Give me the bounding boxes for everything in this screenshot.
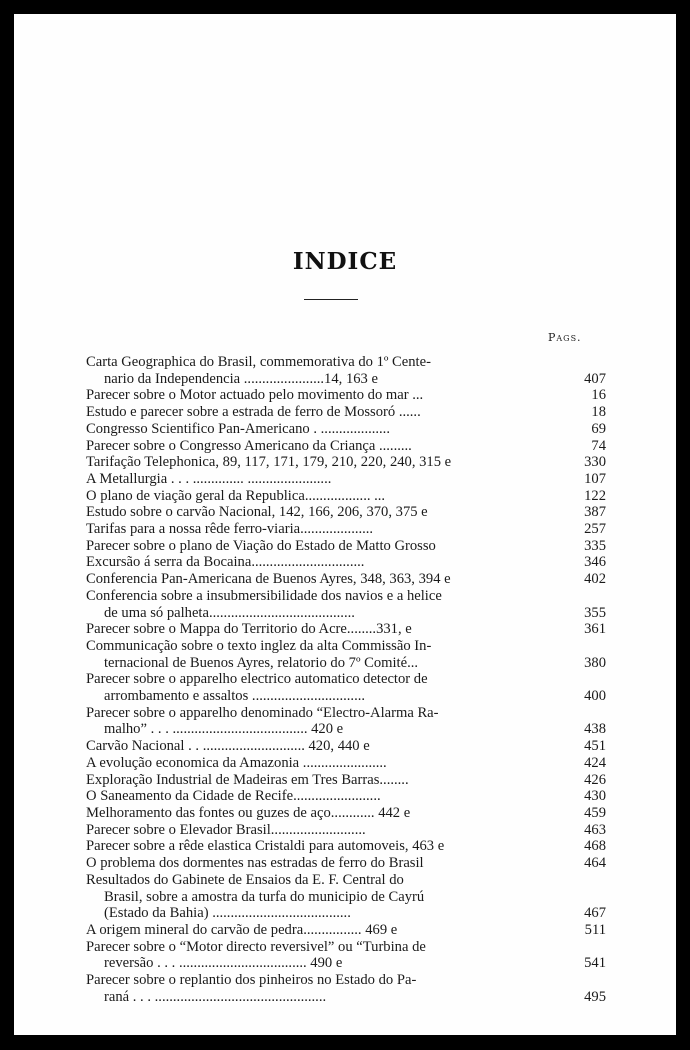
index-entry-text [86,471,548,488]
index-entry [86,872,606,922]
index-entry-text [86,772,548,789]
index-entry-text [86,671,548,704]
index-entry-line: reversão . . . ................................... 490 e [104,955,343,972]
index-entry-text [86,354,548,387]
index-entry-page: 387 [584,504,606,521]
index-entry [86,438,606,455]
index-entry [86,621,606,638]
index-entry-page: 468 [584,838,606,855]
index-entry [86,822,606,839]
index-entry-text [86,972,548,1005]
index-entry-page: 495 [584,988,606,1005]
index-entry-page: 16 [591,387,606,404]
index-entry-line: Carta Geographica do Brasil, commemorativa do 1º Cente- [86,354,431,370]
index-entries [86,354,606,1005]
index-entry-page: 463 [584,821,606,838]
index-entry-line: Parecer sobre o Mappa do Territorio do Acre........331, e [86,621,412,638]
index-entry-page: 122 [584,487,606,504]
index-entry-page: 107 [584,470,606,487]
index-entry-line: A origem mineral do carvão de pedra................ 469 e [86,921,398,938]
index-entry-line: nario da Independencia ......................14, 163 e [104,370,378,387]
index-entry-line: arrombamento e assaltos ............................... [104,688,366,705]
index-entry-line: Conferencia sobre a insubmersibilidade dos navios e a helice [86,587,442,604]
index-entry-line: malho” . . . ..................................... 420 e [104,721,344,738]
index-entry-line: Tarifas para a nossa rêde ferro-viaria.................... [86,521,374,538]
index-entry-line: Parecer sobre o Congresso Americano da Criança ......... [86,437,412,454]
index-entry-text [86,588,548,621]
page-title: INDICE [292,248,398,275]
index-entry-page: 426 [584,771,606,788]
index-entry-page: 511 [584,921,606,938]
index-entry-line: (Estado da Bahia) ...................................... [104,905,351,922]
index-entry [86,454,606,471]
index-entry-line: Parecer sobre o apparelho electrico automatico detector de [86,671,428,688]
index-entry-text [86,788,548,805]
index-entry [86,354,606,387]
title-divider [304,299,358,300]
index-entry-text [86,822,548,839]
index-entry-text [86,488,548,505]
index-entry-line: A evolução economica da Amazonia ....................... [86,754,387,771]
index-entry-text [86,638,548,671]
index-entry-line: Conferencia Pan-Americana de Buenos Ayres, 348, 363, 394 e [86,571,451,588]
index-entry [86,855,606,872]
index-entry-page: 257 [584,521,606,538]
index-entry [86,922,606,939]
index-entry-page: 361 [584,621,606,638]
index-entry [86,554,606,571]
index-entry-page: 451 [584,738,606,755]
index-entry-page: 69 [591,420,606,437]
index-entry-page: 430 [584,788,606,805]
index-entry-text [86,454,548,471]
index-entry-line: Estudo sobre o carvão Nacional, 142, 166, 206, 370, 375 e [86,504,428,521]
index-entry-page: 541 [584,955,606,972]
index-entry [86,755,606,772]
index-entry [86,521,606,538]
pages-column-header: Pags. [548,331,582,344]
index-entry-page: 438 [584,721,606,738]
index-entry-text [86,738,548,755]
index-entry-line: Carvão Nacional . . ............................ 420, 440 e [86,738,370,755]
index-entry-text [86,387,548,404]
index-entry-page: 400 [584,688,606,705]
index-entry-page: 18 [591,404,606,421]
index-entry-text [86,421,548,438]
index-entry [86,471,606,488]
index-entry-text [86,521,548,538]
index-entry [86,772,606,789]
index-entry-text [86,755,548,772]
index-entry [86,972,606,1005]
index-entry-page: 380 [584,654,606,671]
index-entry-line: O Saneamento da Cidade de Recife........................ [86,788,381,805]
index-entry-page: 330 [584,454,606,471]
index-entry [86,421,606,438]
index-entry-line: Parecer sobre a rêde elastica Cristaldi para automoveis, 463 e [86,838,445,855]
index-entry-text [86,872,548,922]
index-entry-text [86,571,548,588]
index-entry [86,738,606,755]
index-entry-text [86,504,548,521]
index-entry-line: O plano de viação geral da Republica.................. ... [86,487,386,504]
index-entry-page: 402 [584,571,606,588]
index-entry-text [86,705,548,738]
index-entry-page: 74 [591,437,606,454]
index-entry-text [86,404,548,421]
index-entry-page: 424 [584,754,606,771]
index-entry-text [86,838,548,855]
index-entry-line: Resultados do Gabinete de Ensaios da E. F. Central do [86,871,404,888]
index-entry [86,788,606,805]
index-entry [86,939,606,972]
index-entry-page: 355 [584,604,606,621]
index-entry-line: Estudo e parecer sobre a estrada de ferro de Mossoró ...... [86,404,421,421]
index-entry-text [86,855,548,872]
index-entry-line: Parecer sobre o Elevador Brasil.......................... [86,821,366,838]
index-entry-text [86,554,548,571]
index-entry [86,571,606,588]
index-entry-line: Parecer sobre o replantio dos pinheiros no Estado do Pa- [86,972,417,989]
index-entry [86,705,606,738]
index-entry-line: Exploração Industrial de Madeiras em Tres Barras........ [86,771,409,788]
index-entry-line: Communicação sobre o texto inglez da alta Commissão In- [86,637,432,654]
index-entry-page: 407 [584,370,606,387]
index-entry-page: 335 [584,537,606,554]
index-entry [86,588,606,621]
index-entry-text [86,438,548,455]
index-entry-line: Tarifação Telephonica, 89, 117, 171, 179, 210, 220, 240, 315 e [86,454,452,471]
index-entry-line: Parecer sobre o apparelho denominado “Electro-Alarma Ra- [86,704,439,721]
index-entry [86,404,606,421]
book-page [14,14,676,1035]
index-entry-line: Parecer sobre o Motor actuado pelo movimento do mar ... [86,387,424,404]
index-entry [86,805,606,822]
index-entry-page: 467 [584,905,606,922]
index-entry [86,838,606,855]
index-entry [86,538,606,555]
index-entry-line: Parecer sobre o “Motor directo reversivel” ou “Turbina de [86,938,426,955]
index-entry-text [86,805,548,822]
index-entry-text [86,621,548,638]
index-entry-page: 459 [584,804,606,821]
index-entry-line: Brasil, sobre a amostra da turfa do municipio de Cayrú [104,888,425,905]
index-entry-line: de uma só palheta........................................ [104,604,355,621]
index-entry [86,488,606,505]
index-entry-line: O problema dos dormentes nas estradas de ferro do Brasil [86,855,424,872]
index-entry-line: raná . . . ............................................... [104,988,327,1005]
index-entry-text [86,538,548,555]
index-entry-line: Congresso Scientifico Pan-Americano . ................... [86,420,390,437]
index-entry-text [86,922,548,939]
index-entry-line: ternacional de Buenos Ayres, relatorio do 7º Comité... [104,654,419,671]
index-entry-text [86,939,548,972]
index-entry-page: 346 [584,554,606,571]
index-entry-line: Melhoramento das fontes ou guzes de aço............ 442 e [86,804,411,821]
index-entry-line: A Metallurgia . . . .............. ....................... [86,470,332,487]
index-entry-page: 464 [584,855,606,872]
index-entry [86,638,606,671]
index-entry [86,387,606,404]
index-entry-line: Excursão á serra da Bocaina............................... [86,554,365,571]
index-entry [86,504,606,521]
index-entry [86,671,606,704]
index-entry-line: Parecer sobre o plano de Viação do Estado de Matto Grosso [86,537,436,554]
